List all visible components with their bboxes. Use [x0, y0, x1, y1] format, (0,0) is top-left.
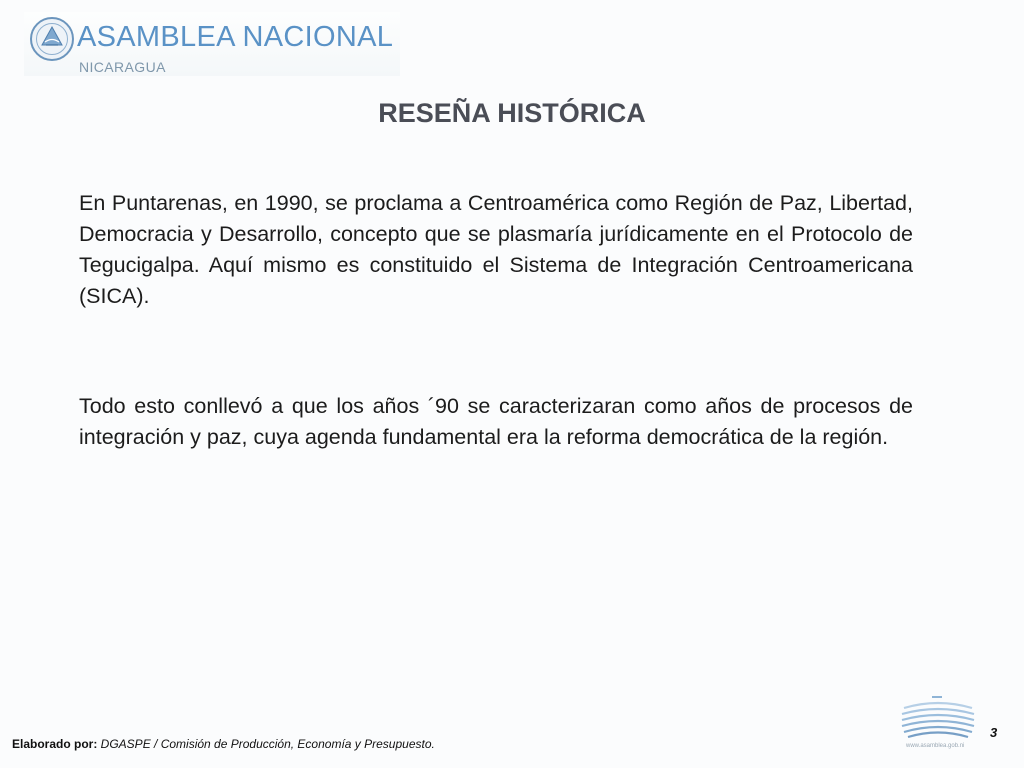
- organization-name: ASAMBLEA NACIONAL: [77, 21, 394, 53]
- header-logo: [24, 12, 400, 76]
- paragraph: En Puntarenas, en 1990, se proclama a Centroamérica como Región de Paz, Libertad, Democracia y Desarrollo, concepto que se plasmaría jurídicamente en el Protocolo de Tegucigalpa. Aquí mismo es constituido el Sistema de Integración Centroamericana (SICA).: [79, 191, 913, 308]
- page-title: RESEÑA HISTÓRICA: [378, 98, 646, 128]
- paragraph: Todo esto conllevó a que los años ´90 se caracterizaran como años de procesos de integración y paz, cuya agenda fundamental era la reforma democrática de la región.: [79, 394, 913, 449]
- footer-credit-value: DGASPE / Comisión de Producción, Economía y Presupuesto.: [97, 737, 435, 751]
- corner-url: www.asamblea.gob.ni: [906, 743, 965, 749]
- footer-credit: [12, 737, 435, 751]
- page-number: 3: [990, 725, 998, 740]
- nicaragua-coat-of-arms-icon: [29, 16, 75, 62]
- footer-credit-label: Elaborado por:: [12, 737, 98, 751]
- organization-country: NICARAGUA: [79, 59, 166, 75]
